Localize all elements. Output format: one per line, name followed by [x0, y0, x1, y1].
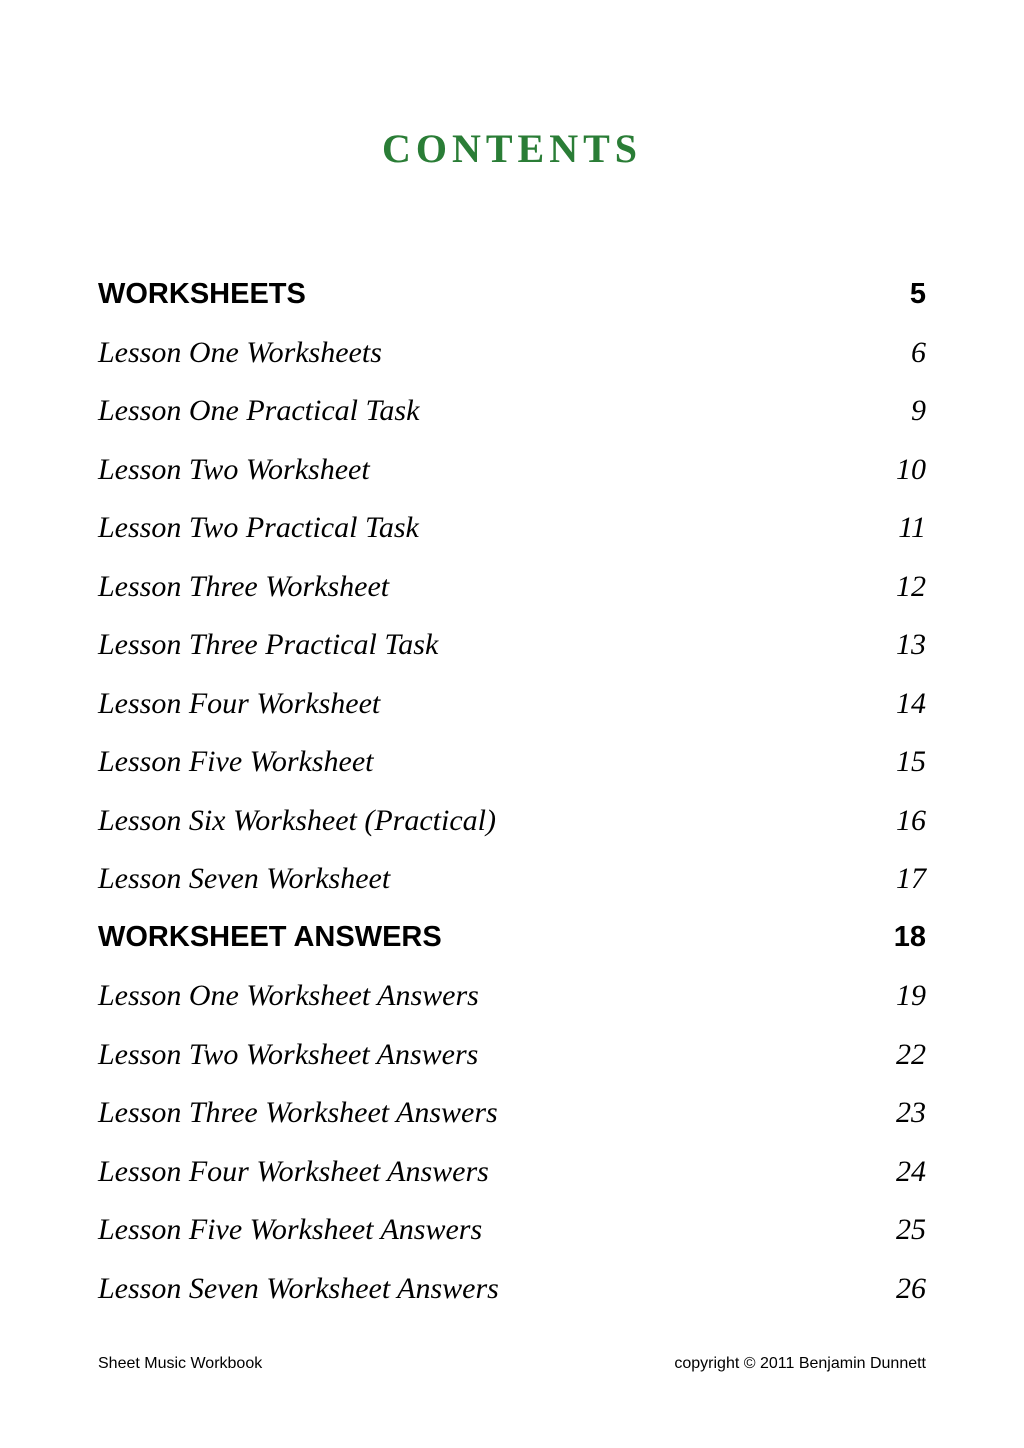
toc-entry-row[interactable] — [98, 850, 926, 909]
toc-page-number: 18 — [893, 921, 926, 954]
toc-page-number: 13 — [896, 628, 926, 662]
page-title: CONTENTS — [381, 125, 643, 171]
toc-page-number: 9 — [911, 394, 926, 428]
toc-page-number: 16 — [896, 803, 926, 837]
toc-entry-label: Lesson Three Practical Task — [98, 628, 439, 662]
toc-section-row[interactable] — [98, 265, 926, 324]
toc-entry-row[interactable] — [98, 499, 926, 558]
toc-entry-row[interactable] — [98, 675, 926, 734]
toc-entry-label: Lesson Two Worksheet Answers — [98, 1037, 479, 1071]
toc-entry-label: Lesson One Worksheets — [98, 335, 382, 369]
toc-entry-label: Lesson Five Worksheet — [98, 745, 374, 779]
toc-section-label: WORKSHEET ANSWERS — [98, 921, 442, 954]
toc-section-label: WORKSHEETS — [98, 277, 306, 310]
toc-entry-row[interactable] — [98, 1143, 926, 1202]
toc-page-number: 14 — [896, 686, 926, 720]
toc-entry-label: Lesson Two Practical Task — [98, 511, 419, 545]
toc-entry-label: Lesson Six Worksheet (Practical) — [98, 803, 496, 837]
toc-entry-row[interactable] — [98, 1260, 926, 1319]
toc-entry-row[interactable] — [98, 1201, 926, 1260]
toc-section-row[interactable] — [98, 909, 926, 968]
toc-entry-row[interactable] — [98, 967, 926, 1026]
toc-entry-row[interactable] — [98, 1026, 926, 1085]
footer-copyright: copyright © 2011 Benjamin Dunnett — [674, 1355, 926, 1372]
toc-entry-row[interactable] — [98, 382, 926, 441]
toc-entry-row[interactable] — [98, 792, 926, 851]
toc-page-number: 26 — [896, 1271, 926, 1305]
toc-entry-label: Lesson Three Worksheet — [98, 569, 390, 603]
toc-page-number: 23 — [896, 1096, 926, 1130]
toc-entry-row[interactable] — [98, 733, 926, 792]
footer-book-title: Sheet Music Workbook — [98, 1355, 263, 1372]
toc-entry-label: Lesson Seven Worksheet — [98, 862, 391, 896]
toc-page-number: 6 — [911, 335, 926, 369]
toc-entry-row[interactable] — [98, 324, 926, 383]
toc-entry-label: Lesson Three Worksheet Answers — [98, 1096, 498, 1130]
toc-entry-label: Lesson Seven Worksheet Answers — [98, 1271, 499, 1305]
toc-entry-label: Lesson One Practical Task — [98, 394, 420, 428]
toc-page-number: 22 — [896, 1037, 926, 1071]
toc-page-number: 19 — [896, 979, 926, 1013]
page-footer — [98, 1355, 926, 1373]
toc-page-number: 24 — [896, 1154, 926, 1188]
toc-entry-label: Lesson Four Worksheet Answers — [98, 1154, 489, 1188]
toc-entry-row[interactable] — [98, 1084, 926, 1143]
toc-page-number: 17 — [896, 862, 926, 896]
toc-entry-label: Lesson One Worksheet Answers — [98, 979, 479, 1013]
toc-page-number: 12 — [896, 569, 926, 603]
toc-page-number: 15 — [896, 745, 926, 779]
toc-page-number: 25 — [896, 1213, 926, 1247]
toc-entry-label: Lesson Two Worksheet — [98, 452, 370, 486]
toc-entry-label: Lesson Five Worksheet Answers — [98, 1213, 483, 1247]
toc-entry-row[interactable] — [98, 616, 926, 675]
toc-page-number: 10 — [896, 452, 926, 486]
table-of-contents — [98, 265, 926, 1318]
toc-entry-label: Lesson Four Worksheet — [98, 686, 381, 720]
toc-entry-row[interactable] — [98, 558, 926, 617]
toc-page-number: 11 — [898, 511, 926, 545]
toc-entry-row[interactable] — [98, 441, 926, 500]
toc-page-number: 5 — [909, 277, 926, 310]
